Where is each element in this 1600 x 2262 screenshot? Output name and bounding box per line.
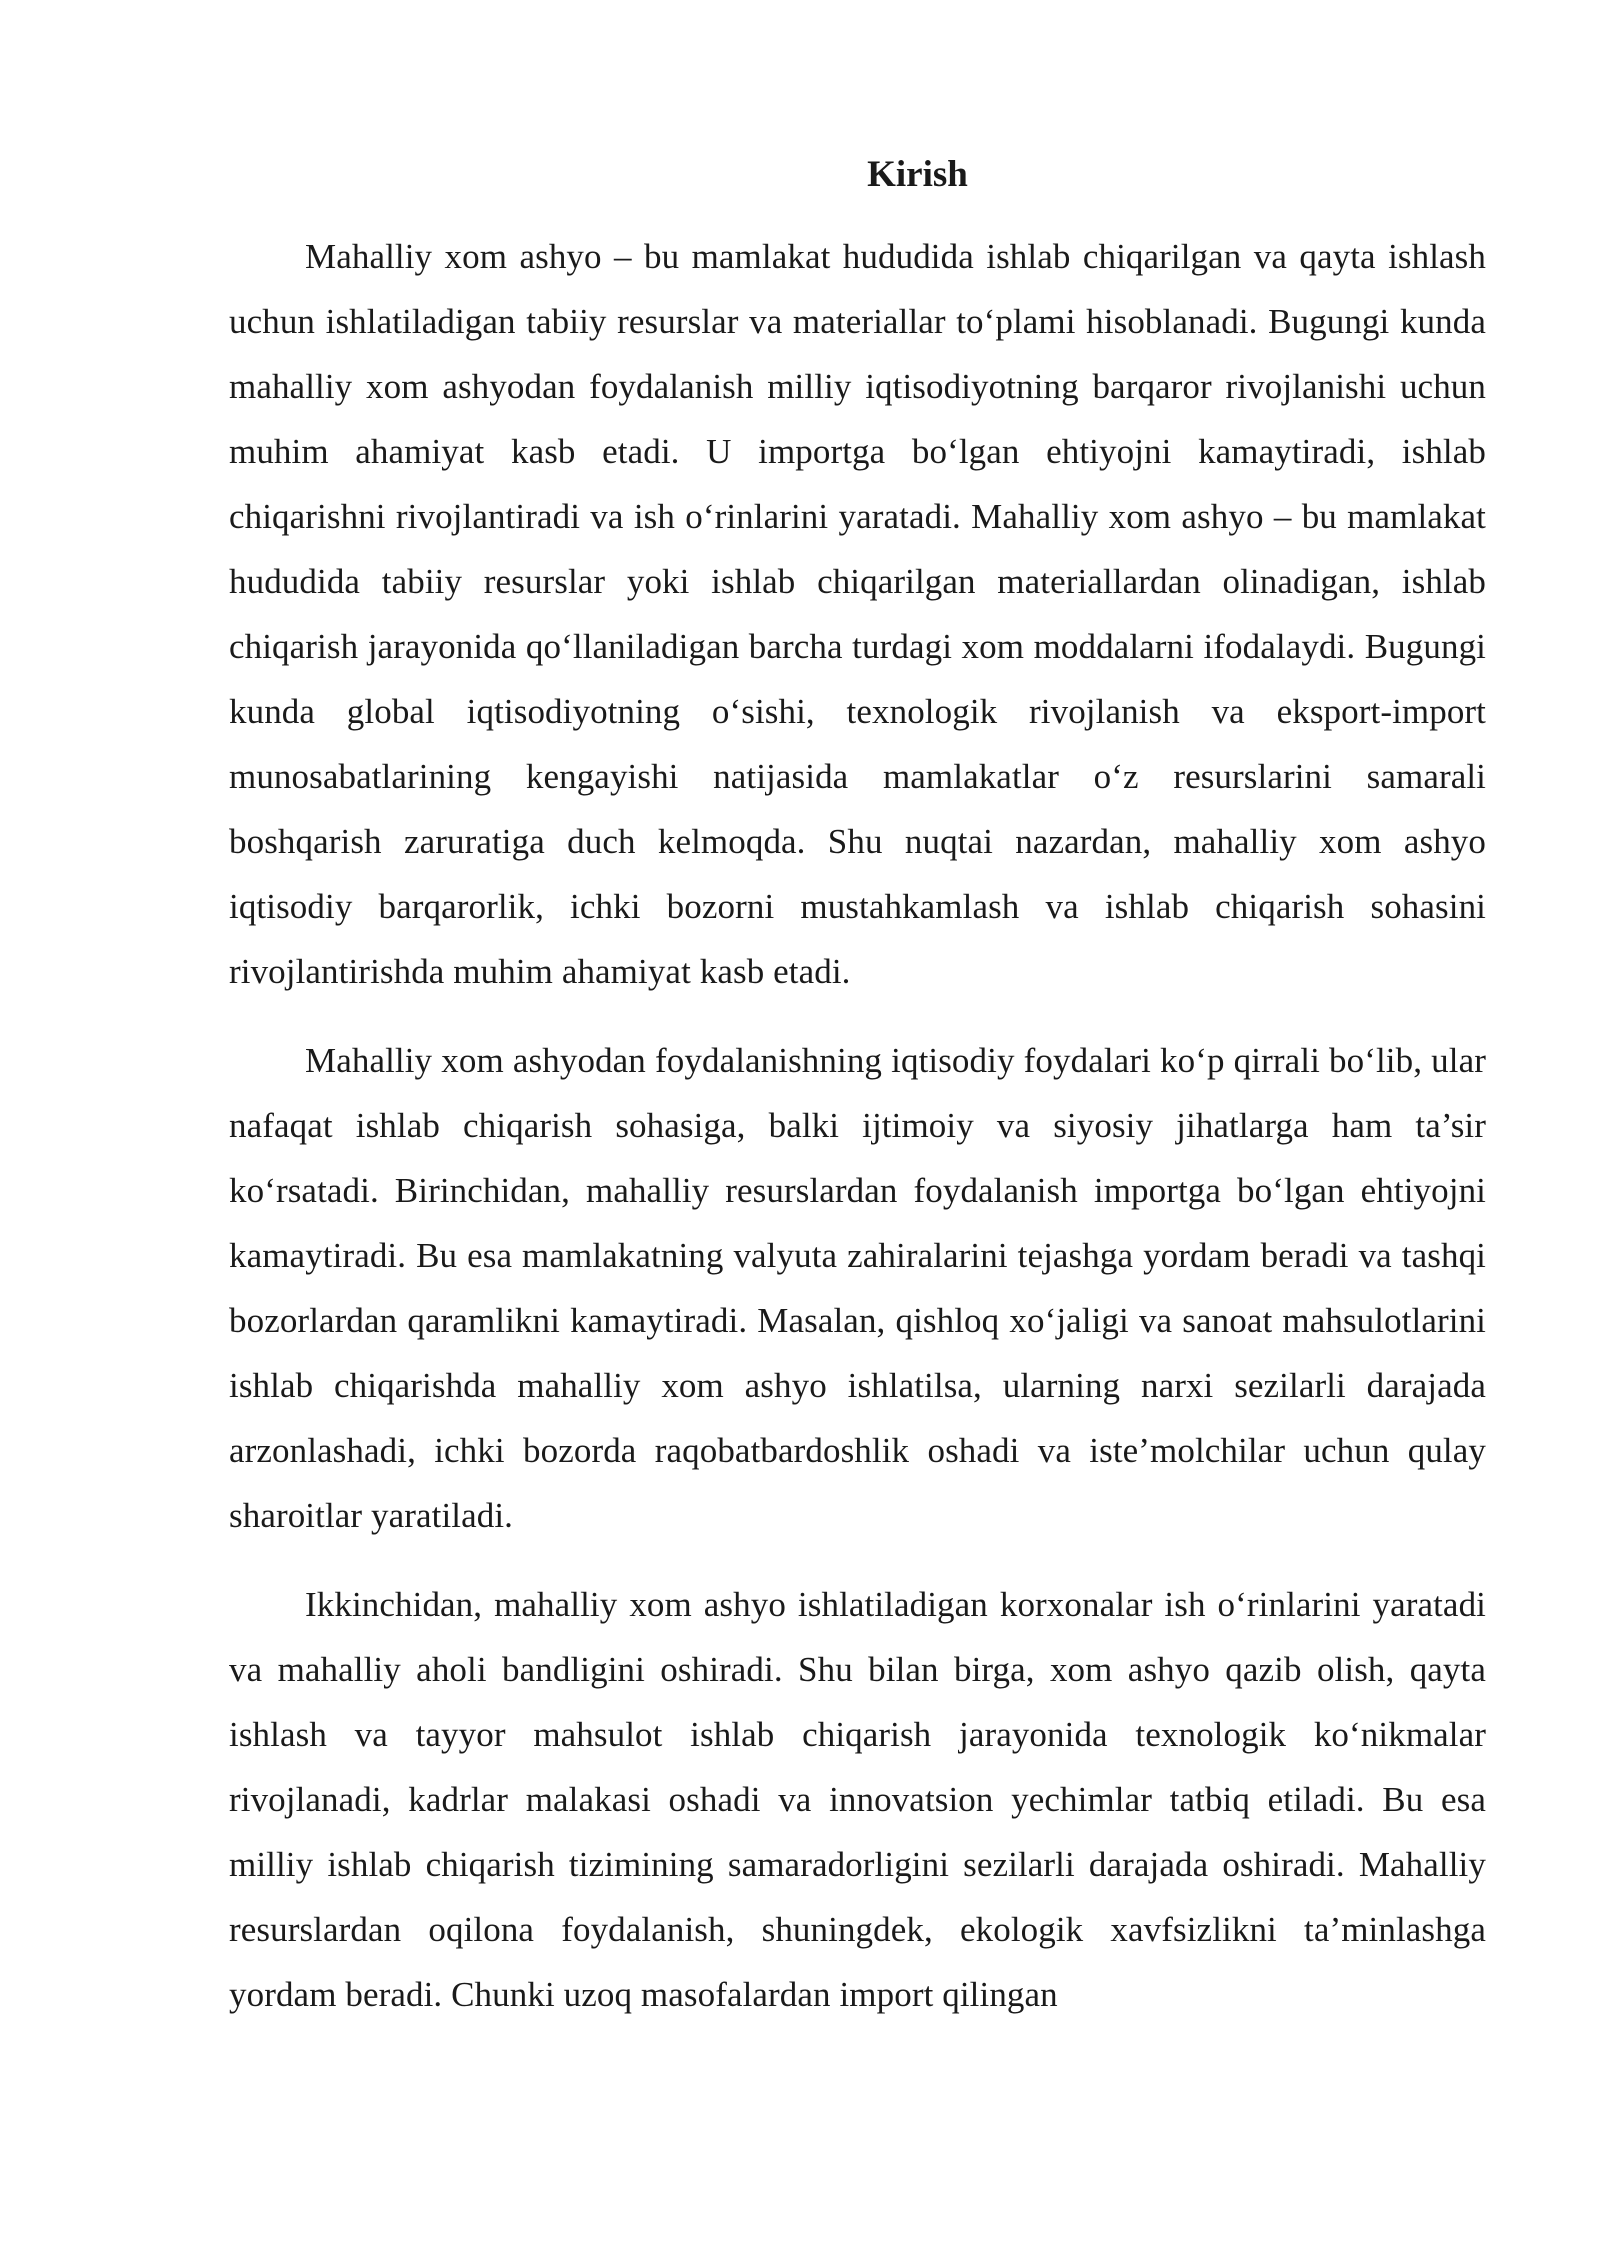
section-heading: Kirish xyxy=(867,154,968,195)
paragraph-3: Ikkinchidan, mahalliy xom ashyo ishlatiladigan korxonalar ish o‘rinlarini yaratadi va mahalliy aholi bandligini oshiradi. Shu bilan birga, xom ashyo qazib olish, qayta ishlash va tayyor mahsulot ishlab chiqarish jarayonida texnologik ko‘nikmalar rivojlanadi, kadrlar malakasi oshadi va innovatsion yechimlar tatbiq etiladi. Bu esa milliy ishlab chiqarish tizimining samaradorligini sezilarli darajada oshiradi. Mahalliy resurslardan oqilona foydalanish, shuningdek, ekologik xavfsizlikni ta’minlashga yordam beradi. Chunki uzoq masofalardan import qilingan xyxy=(229,1585,1486,2014)
document-body xyxy=(229,150,1486,2027)
paragraph-2: Mahalliy xom ashyodan foydalanishning iqtisodiy foydalari ko‘p qirrali bo‘lib, ular nafaqat ishlab chiqarish sohasiga, balki ijtimoiy va siyosiy jihatlarga ham ta’sir ko‘rsatadi. Birinchidan, mahalliy resurslardan foydalanish importga bo‘lgan ehtiyojni kamaytiradi. Bu esa mamlakatning valyuta zahiralarini tejashga yordam beradi va tashqi bozorlardan qaramlikni kamaytiradi. Masalan, qishloq xo‘jaligi va sanoat mahsulotlarini ishlab chiqarishda mahalliy xom ashyo ishlatilsa, ularning narxi sezilarli darajada arzonlashadi, ichki bozorda raqobatbardoshlik oshadi va iste’molchilar uchun qulay sharoitlar yaratiladi. xyxy=(229,1041,1486,1535)
paragraph-1: Mahalliy xom ashyo – bu mamlakat hududida ishlab chiqarilgan va qayta ishlash uchun ishlatiladigan tabiiy resurslar va materiallar to‘plami hisoblanadi. Bugungi kunda mahalliy xom ashyodan foydalanish milliy iqtisodiyotning barqaror rivojlanishi uchun muhim ahamiyat kasb etadi. U importga bo‘lgan ehtiyojni kamaytiradi, ishlab chiqarishni rivojlantiradi va ish o‘rinlarini yaratadi. Mahalliy xom ashyo – bu mamlakat hududida tabiiy resurslar yoki ishlab chiqarilgan materiallardan olinadigan, ishlab chiqarish jarayonida qo‘llaniladigan barcha turdagi xom moddalarni ifodalaydi. Bugungi kunda global iqtisodiyotning o‘sishi, texnologik rivojlanish va eksport-import munosabatlarining kengayishi natijasida mamlakatlar o‘z resurslarini samarali boshqarish zaruratiga duch kelmoqda. Shu nuqtai nazardan, mahalliy xom ashyo iqtisodiy barqarorlik, ichki bozorni mustahkamlash va ishlab chiqarish sohasini rivojlantirishda muhim ahamiyat kasb etadi. xyxy=(229,237,1486,991)
